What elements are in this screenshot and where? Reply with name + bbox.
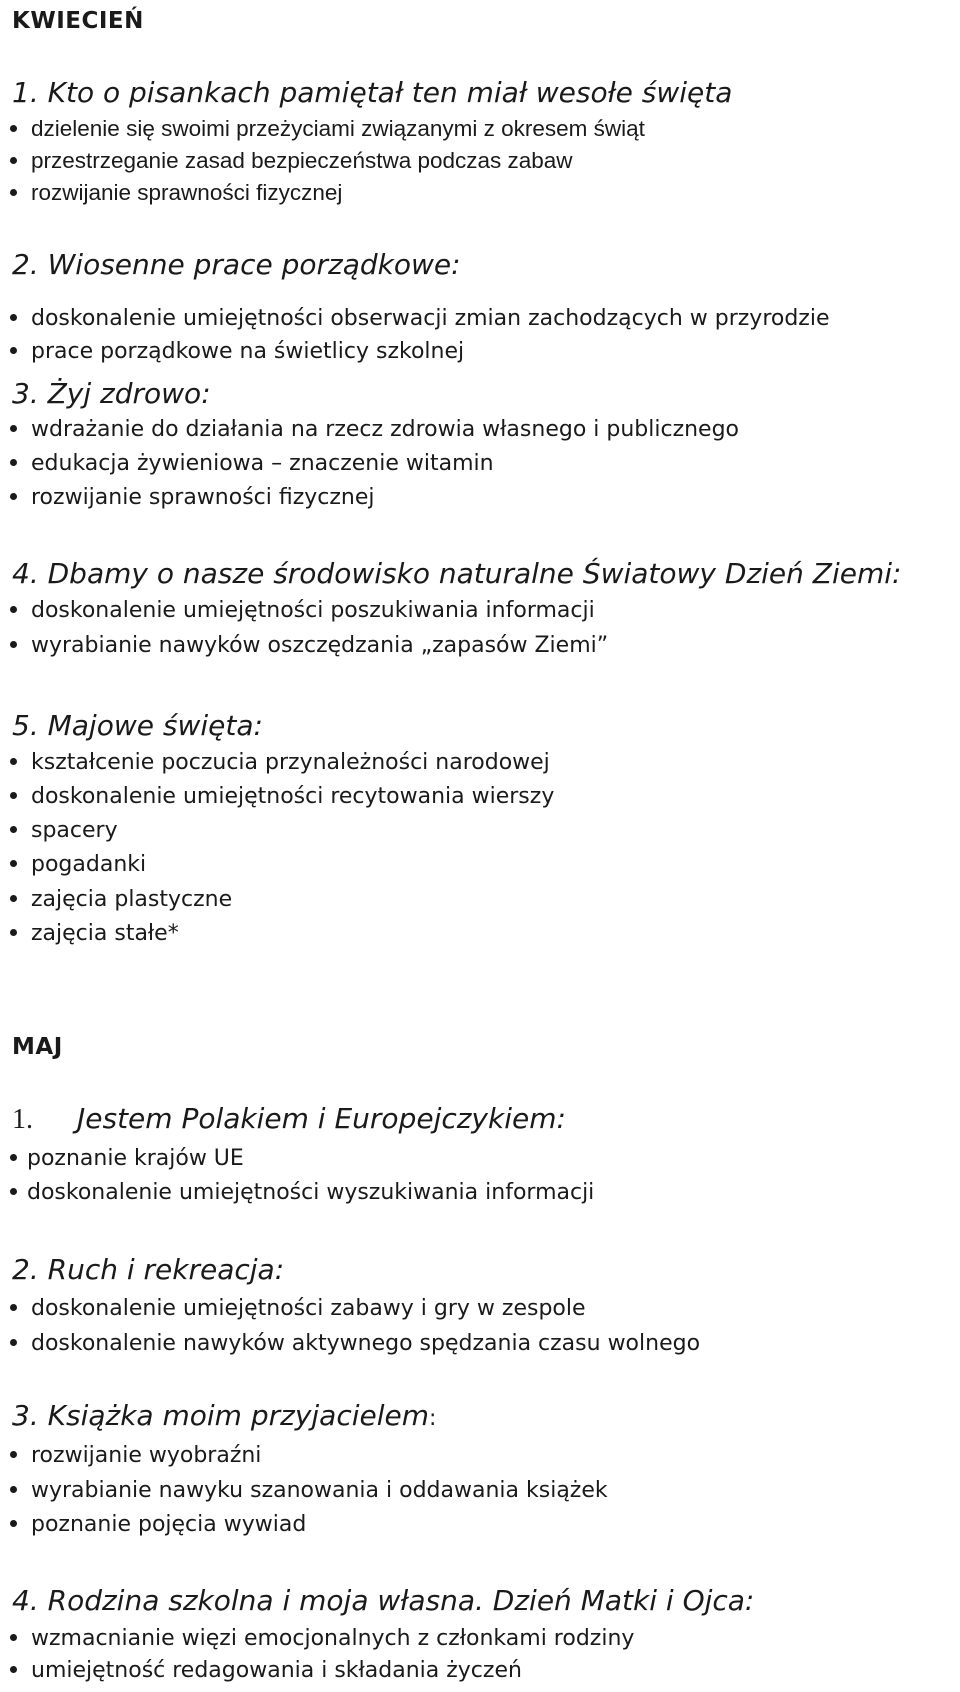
list-item: zajęcia plastyczne bbox=[8, 887, 232, 912]
list-item: wyrabianie nawyku szanowania i oddawania książek bbox=[8, 1478, 608, 1503]
topic-heading: 3. Książka moim przyjacielem: bbox=[12, 1399, 437, 1432]
list-item: pogadanki bbox=[8, 852, 146, 877]
list-item: spacery bbox=[8, 818, 118, 843]
bullet-icon bbox=[10, 1634, 17, 1641]
list-item: wyrabianie nawyków oszczędzania „zapasów Ziemi” bbox=[8, 633, 608, 658]
list-item: prace porządkowe na świetlicy szkolnej bbox=[8, 339, 464, 364]
bullet-icon bbox=[10, 792, 17, 799]
list-item: kształcenie poczucia przynależności narodowej bbox=[8, 750, 550, 775]
list-item: umiejętność redagowania i składania życzeń bbox=[8, 1658, 522, 1683]
list-item: doskonalenie umiejętności wyszukiwania informacji bbox=[8, 1180, 594, 1205]
list-item: doskonalenie umiejętności recytowania wierszy bbox=[8, 784, 554, 809]
list-item: doskonalenie umiejętności zabawy i gry w zespole bbox=[8, 1296, 586, 1321]
bullet-icon bbox=[10, 1188, 17, 1195]
bullet-icon bbox=[10, 1520, 17, 1527]
bullet-icon bbox=[10, 1154, 17, 1161]
bullet-icon bbox=[10, 826, 17, 833]
bullet-icon bbox=[10, 606, 17, 613]
bullet-icon bbox=[10, 1304, 17, 1311]
list-item: zajęcia stałe* bbox=[8, 921, 179, 946]
month-heading-may: MAJ bbox=[12, 1034, 63, 1060]
list-item: rozwijanie sprawności fizycznej bbox=[8, 180, 342, 206]
bullet-icon bbox=[10, 860, 17, 867]
bullet-icon bbox=[10, 125, 17, 132]
topic-heading: 4. Dbamy o nasze środowisko naturalne Światowy Dzień Ziemi: bbox=[12, 557, 902, 590]
bullet-icon bbox=[10, 347, 17, 354]
topic-heading: 1. Jestem Polakiem i Europejczykiem: bbox=[12, 1102, 566, 1135]
bullet-icon bbox=[10, 189, 17, 196]
bullet-icon bbox=[10, 459, 17, 466]
list-item: doskonalenie umiejętności poszukiwania informacji bbox=[8, 598, 595, 623]
bullet-icon bbox=[10, 157, 17, 164]
topic-heading: 2. Wiosenne prace porządkowe: bbox=[12, 248, 461, 281]
topic-heading: 3. Żyj zdrowo: bbox=[12, 377, 211, 410]
bullet-icon bbox=[10, 425, 17, 432]
bullet-icon bbox=[10, 1339, 17, 1346]
list-item: dzielenie się swoimi przeżyciami związanymi z okresem świąt bbox=[8, 116, 645, 142]
list-item: doskonalenie nawyków aktywnego spędzania czasu wolnego bbox=[8, 1331, 700, 1356]
topic-heading: 2. Ruch i rekreacja: bbox=[12, 1253, 285, 1286]
bullet-icon bbox=[10, 1451, 17, 1458]
list-item: rozwijanie sprawności fizycznej bbox=[8, 485, 375, 510]
bullet-icon bbox=[10, 929, 17, 936]
list-item: poznanie pojęcia wywiad bbox=[8, 1512, 306, 1537]
month-heading-april: KWIECIEŃ bbox=[12, 8, 144, 34]
bullet-icon bbox=[10, 1486, 17, 1493]
list-item: rozwijanie wyobraźni bbox=[8, 1443, 261, 1468]
list-item: doskonalenie umiejętności obserwacji zmian zachodzących w przyrodzie bbox=[8, 306, 830, 331]
bullet-icon bbox=[10, 895, 17, 902]
topic-heading: 5. Majowe święta: bbox=[12, 709, 263, 742]
list-item: przestrzeganie zasad bezpieczeństwa podczas zabaw bbox=[8, 148, 573, 174]
topic-heading: 1. Kto o pisankach pamiętał ten miał wesołe święta bbox=[12, 76, 733, 109]
list-item: poznanie krajów UE bbox=[8, 1146, 244, 1171]
list-item: wzmacnianie więzi emocjonalnych z członkami rodziny bbox=[8, 1626, 634, 1651]
bullet-icon bbox=[10, 641, 17, 648]
bullet-icon bbox=[10, 1666, 17, 1673]
bullet-icon bbox=[10, 758, 17, 765]
bullet-icon bbox=[10, 493, 17, 500]
list-item: wdrażanie do działania na rzecz zdrowia własnego i publicznego bbox=[8, 417, 739, 442]
bullet-icon bbox=[10, 314, 17, 321]
topic-heading: 4. Rodzina szkolna i moja własna. Dzień Matki i Ojca: bbox=[12, 1584, 755, 1617]
list-item: edukacja żywieniowa – znaczenie witamin bbox=[8, 451, 494, 476]
